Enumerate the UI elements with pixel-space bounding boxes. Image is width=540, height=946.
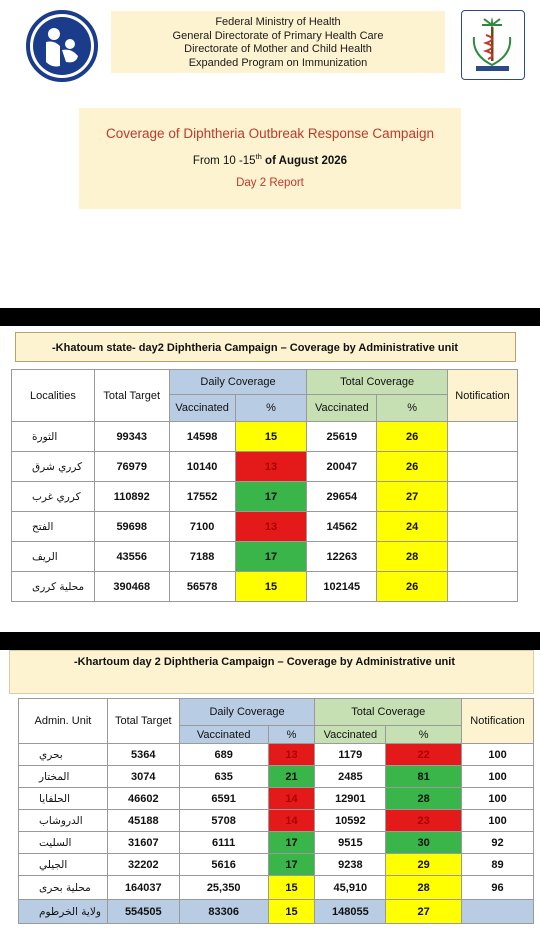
table-karary-coverage (11, 369, 518, 602)
row-total-vaccinated: 2485 (315, 766, 386, 788)
row-name: ولاية الخرطوم (19, 900, 108, 924)
col-total-target: Total Target (107, 699, 179, 744)
header-line-2: General Directorate of Primary Health Care (172, 29, 384, 42)
row-total-vaccinated: 14562 (307, 512, 377, 542)
row-daily-vaccinated: 6591 (179, 788, 268, 810)
col-daily-vaccinated: Vaccinated (169, 395, 235, 422)
row-total-vaccinated: 29654 (307, 482, 377, 512)
row-total-pct: 27 (377, 482, 448, 512)
row-total-vaccinated: 9515 (315, 832, 386, 854)
row-notification (448, 482, 518, 512)
row-target: 59698 (94, 512, 169, 542)
row-daily-vaccinated: 635 (179, 766, 268, 788)
row-total-pct: 26 (377, 572, 448, 602)
table-row (19, 766, 534, 788)
col-total-target: Total Target (94, 370, 169, 422)
row-name: كرري شرق (12, 452, 95, 482)
table-bahri-coverage (18, 698, 534, 924)
row-daily-pct: 14 (268, 788, 315, 810)
table-row (19, 788, 534, 810)
date-to: -15 (238, 154, 256, 167)
row-target: 43556 (94, 542, 169, 572)
col-total-coverage: Total Coverage (307, 370, 448, 395)
report-day: Day 2 Report (236, 176, 304, 189)
row-total-pct: 22 (386, 744, 462, 766)
row-notification (448, 422, 518, 452)
row-daily-pct: 15 (268, 876, 315, 900)
col-total-coverage: Total Coverage (315, 699, 462, 726)
row-target: 31607 (107, 832, 179, 854)
table-row (19, 832, 534, 854)
row-daily-vaccinated: 25,350 (179, 876, 268, 900)
row-total-vaccinated: 25619 (307, 422, 377, 452)
col-total-pct: % (386, 726, 462, 744)
row-daily-vaccinated: 56578 (169, 572, 235, 602)
col-daily-pct: % (268, 726, 315, 744)
row-total-vaccinated: 45,910 (315, 876, 386, 900)
row-daily-pct: 13 (235, 512, 307, 542)
row-notification (448, 572, 518, 602)
row-total-vaccinated: 20047 (307, 452, 377, 482)
row-target: 110892 (94, 482, 169, 512)
mother-child-logo-icon (26, 10, 98, 82)
row-target: 76979 (94, 452, 169, 482)
table-row-state-total (19, 900, 534, 924)
row-daily-vaccinated: 689 (179, 744, 268, 766)
row-total-vaccinated: 12901 (315, 788, 386, 810)
divider-band (0, 632, 540, 650)
row-total-vaccinated: 10592 (315, 810, 386, 832)
campaign-title-box (79, 108, 461, 209)
table-row (19, 810, 534, 832)
row-daily-vaccinated: 17552 (169, 482, 235, 512)
table-row (12, 452, 518, 482)
campaign-dates (79, 152, 461, 167)
row-target: 554505 (107, 900, 179, 924)
row-daily-pct: 17 (235, 542, 307, 572)
row-notification: 100 (462, 810, 534, 832)
row-notification: 92 (462, 832, 534, 854)
table-row-total (12, 572, 518, 602)
row-name: المختار (19, 766, 108, 788)
table2-title: -Khartoum day 2 Diphtheria Campaign – Coverage by Administrative unit (9, 650, 534, 694)
row-notification (448, 452, 518, 482)
row-notification: 100 (462, 766, 534, 788)
row-notification (448, 512, 518, 542)
col-daily-vaccinated: Vaccinated (179, 726, 268, 744)
col-localities: Localities (12, 370, 95, 422)
table-row (19, 744, 534, 766)
row-name: السليت (19, 832, 108, 854)
row-target: 45188 (107, 810, 179, 832)
row-name: الثورة (12, 422, 95, 452)
row-daily-vaccinated: 83306 (179, 900, 268, 924)
row-name: الفتح (12, 512, 95, 542)
table-row (12, 512, 518, 542)
row-total-vaccinated: 9238 (315, 854, 386, 876)
row-name: الجيلي (19, 854, 108, 876)
table1-title: -Khatoum state- day2 Diphtheria Campaign – Coverage by Administrative unit (15, 332, 516, 362)
col-total-vaccinated: Vaccinated (315, 726, 386, 744)
date-month-year: of August 2026 (265, 154, 348, 167)
row-target: 3074 (107, 766, 179, 788)
campaign-title: Coverage of Diphtheria Outbreak Response Campaign (106, 126, 434, 141)
row-target: 164037 (107, 876, 179, 900)
row-total-pct: 29 (386, 854, 462, 876)
row-name: الدروشاب (19, 810, 108, 832)
col-admin-unit: Admin. Unit (19, 699, 108, 744)
row-target: 5364 (107, 744, 179, 766)
row-name: محلية كررى (12, 572, 95, 602)
row-notification: 96 (462, 876, 534, 900)
row-name: بحري (19, 744, 108, 766)
date-from: From 10 (192, 154, 236, 167)
row-name: محلية بحرى (19, 876, 108, 900)
row-total-pct: 30 (386, 832, 462, 854)
row-daily-vaccinated: 7188 (169, 542, 235, 572)
ministry-header (111, 11, 445, 73)
row-total-vaccinated: 1179 (315, 744, 386, 766)
row-target: 32202 (107, 854, 179, 876)
row-daily-vaccinated: 10140 (169, 452, 235, 482)
row-notification: 100 (462, 788, 534, 810)
header-line-1: Federal Ministry of Health (215, 16, 341, 28)
row-target: 99343 (94, 422, 169, 452)
row-notification (448, 542, 518, 572)
row-target: 46602 (107, 788, 179, 810)
date-suffix: th (255, 152, 262, 161)
row-total-pct: 27 (386, 900, 462, 924)
row-daily-vaccinated: 7100 (169, 512, 235, 542)
ministry-emblem-icon (461, 10, 525, 80)
header-line-4: Expanded Program on Immunization (188, 56, 368, 69)
table-row (12, 482, 518, 512)
col-total-pct: % (377, 395, 448, 422)
row-total-pct: 26 (377, 452, 448, 482)
row-notification (462, 900, 534, 924)
row-daily-pct: 17 (268, 854, 315, 876)
row-daily-pct: 21 (268, 766, 315, 788)
header-line-3: Directorate of Mother and Child Health (184, 43, 372, 56)
table-row-locality-total (19, 876, 534, 900)
row-name: الريف (12, 542, 95, 572)
row-daily-pct: 15 (235, 572, 307, 602)
table-row (19, 854, 534, 876)
row-daily-vaccinated: 14598 (169, 422, 235, 452)
row-total-vaccinated: 102145 (307, 572, 377, 602)
row-notification: 100 (462, 744, 534, 766)
row-notification: 89 (462, 854, 534, 876)
row-daily-vaccinated: 6111 (179, 832, 268, 854)
row-total-pct: 24 (377, 512, 448, 542)
row-target: 390468 (94, 572, 169, 602)
col-daily-pct: % (235, 395, 307, 422)
row-total-pct: 28 (386, 876, 462, 900)
divider-band (0, 308, 540, 326)
col-notification: Notification (448, 370, 518, 422)
row-daily-pct: 15 (268, 900, 315, 924)
col-total-vaccinated: Vaccinated (307, 395, 377, 422)
row-total-vaccinated: 148055 (315, 900, 386, 924)
row-daily-pct: 15 (235, 422, 307, 452)
row-total-pct: 81 (386, 766, 462, 788)
col-daily-coverage: Daily Coverage (169, 370, 307, 395)
row-daily-vaccinated: 5708 (179, 810, 268, 832)
row-total-pct: 28 (377, 542, 448, 572)
row-daily-pct: 17 (268, 832, 315, 854)
row-total-vaccinated: 12263 (307, 542, 377, 572)
row-total-pct: 28 (386, 788, 462, 810)
row-total-pct: 26 (377, 422, 448, 452)
row-name: الحلفايا (19, 788, 108, 810)
row-daily-pct: 13 (235, 452, 307, 482)
col-daily-coverage: Daily Coverage (179, 699, 315, 726)
row-daily-pct: 17 (235, 482, 307, 512)
row-total-pct: 23 (386, 810, 462, 832)
row-daily-vaccinated: 5616 (179, 854, 268, 876)
row-name: كرري غرب (12, 482, 95, 512)
row-daily-pct: 14 (268, 810, 315, 832)
col-notification: Notification (462, 699, 534, 744)
table-row (12, 542, 518, 572)
row-daily-pct: 13 (268, 744, 315, 766)
table-row (12, 422, 518, 452)
